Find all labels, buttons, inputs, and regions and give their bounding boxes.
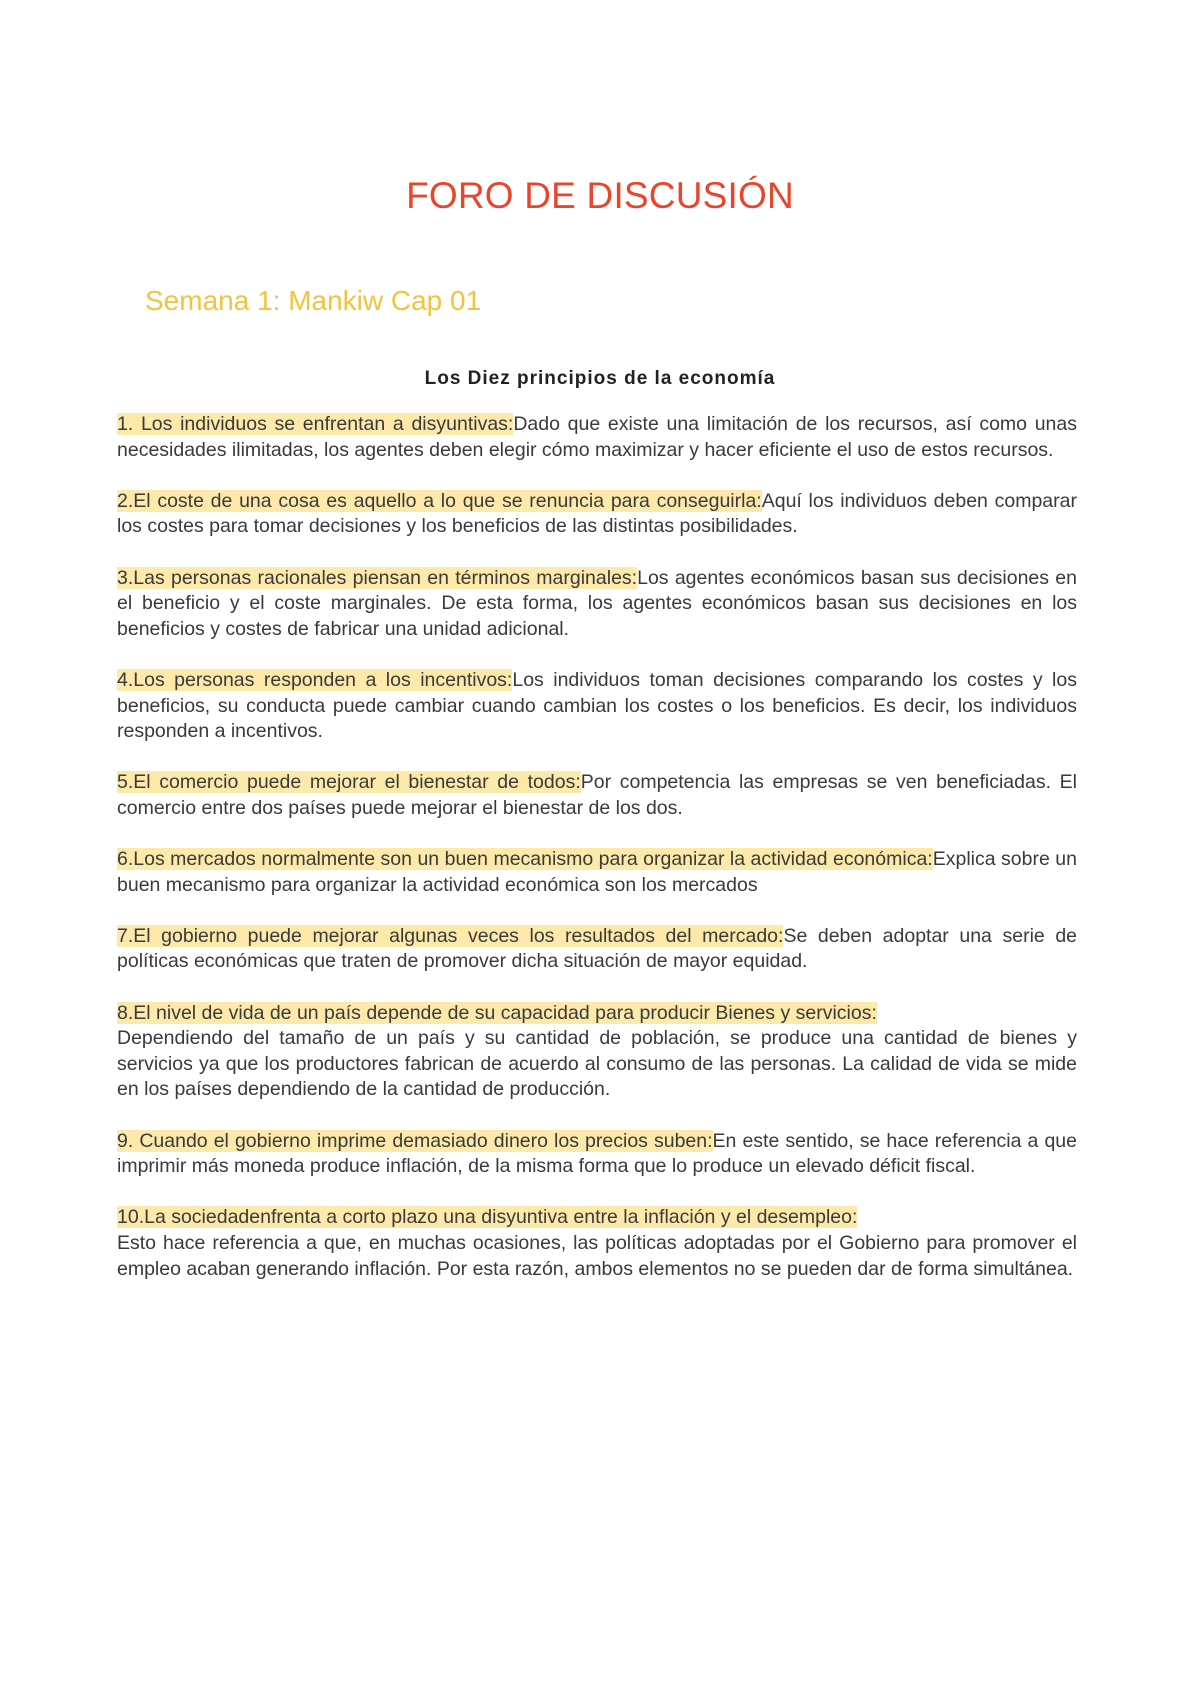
principle-body: Dependiendo del tamaño de un país y su cantidad de población, se produce una cantidad de bienes y servicios ya que los productores fabrican de acuerdo al consumo de las personas. La calidad de vida se mide en los países dependiendo de la cantidad de producción. xyxy=(117,1027,1077,1101)
page-title: FORO DE DISCUSIÓN xyxy=(406,175,794,216)
principle-body: Dado que existe una limitación de los recursos, así como unas necesidades ilimitadas, los agentes deben elegir cómo maximizar y hacer eficiente el uso de estos recursos. xyxy=(117,413,1077,461)
section-heading: Los Diez principios de la economía xyxy=(424,368,776,389)
principle-title: 4.Los personas responden a los incentivos: xyxy=(117,668,513,691)
principle-body: Se deben adoptar una serie de políticas económicas que traten de promover dicha situación de mayor equidad. xyxy=(117,924,1078,973)
principle-body: Los individuos toman decisiones comparando los costes y los beneficios, su conducta puede cambiar cuando cambian los costes o los beneficios. Es decir, los individuos responden a incentivos. xyxy=(117,668,1077,743)
principle-item xyxy=(117,1129,1077,1180)
principle-body: Los agentes económicos basan sus decisiones en el beneficio y el coste marginales. De esta forma, los agentes económicos basan sus decisiones en los beneficios y costes de fabricar una unidad adicional. xyxy=(117,566,1077,640)
principle-title: 1. Los individuos se enfrentan a disyuntivas: xyxy=(117,413,514,435)
principle-item xyxy=(117,489,1077,540)
principle-title: 8.El nivel de vida de un país depende de su capacidad para producir Bienes y servicios: xyxy=(117,1001,877,1024)
principle-item xyxy=(117,1205,1077,1282)
principle-body: En este sentido, se hace referencia a que imprimir más moneda produce inflación, de la misma forma que lo produce un elevado déficit fiscal. xyxy=(117,1129,1077,1178)
principle-title: 9. Cuando el gobierno imprime demasiado dinero los precios suben: xyxy=(117,1129,713,1152)
principle-item xyxy=(117,412,1077,463)
principle-body: Por competencia las empresas se ven beneficiadas. El comercio entre dos países puede mejorar el bienestar de los dos. xyxy=(117,771,1077,819)
principle-body: Esto hace referencia a que, en muchas ocasiones, las políticas adoptadas por el Gobierno para promover el empleo acaban generando inflación. Por esta razón, ambos elementos no se pueden dar de forma simultánea. xyxy=(117,1232,1077,1280)
principle-title: 10.La sociedadenfrenta a corto plazo una disyuntiva entre la inflación y el desempleo: xyxy=(117,1206,858,1229)
principle-title: 5.El comercio puede mejorar el bienestar de todos: xyxy=(117,771,581,794)
principles-list xyxy=(117,412,1077,1308)
principle-title: 3.Las personas racionales piensan en términos marginales: xyxy=(117,566,638,589)
principle-body: Explica sobre un buen mecanismo para organizar la actividad económica son los mercados xyxy=(117,848,1077,896)
principle-title: 7.El gobierno puede mejorar algunas veces los resultados del mercado: xyxy=(117,924,784,947)
principle-item xyxy=(117,1001,1077,1103)
principle-title: 2.El coste de una cosa es aquello a lo que se renuncia para conseguirla: xyxy=(117,489,762,512)
principle-item xyxy=(117,847,1077,898)
principle-item xyxy=(117,770,1077,821)
principle-item xyxy=(117,924,1077,975)
page-subtitle: Semana 1: Mankiw Cap 01 xyxy=(145,285,482,316)
principle-title: 6.Los mercados normalmente son un buen mecanismo para organizar la actividad económica: xyxy=(117,848,933,871)
principle-item xyxy=(117,668,1077,745)
principle-body: Aquí los individuos deben comparar los costes para tomar decisiones y los beneficios de las distintas posibilidades. xyxy=(117,489,1077,538)
principle-item xyxy=(117,566,1077,643)
